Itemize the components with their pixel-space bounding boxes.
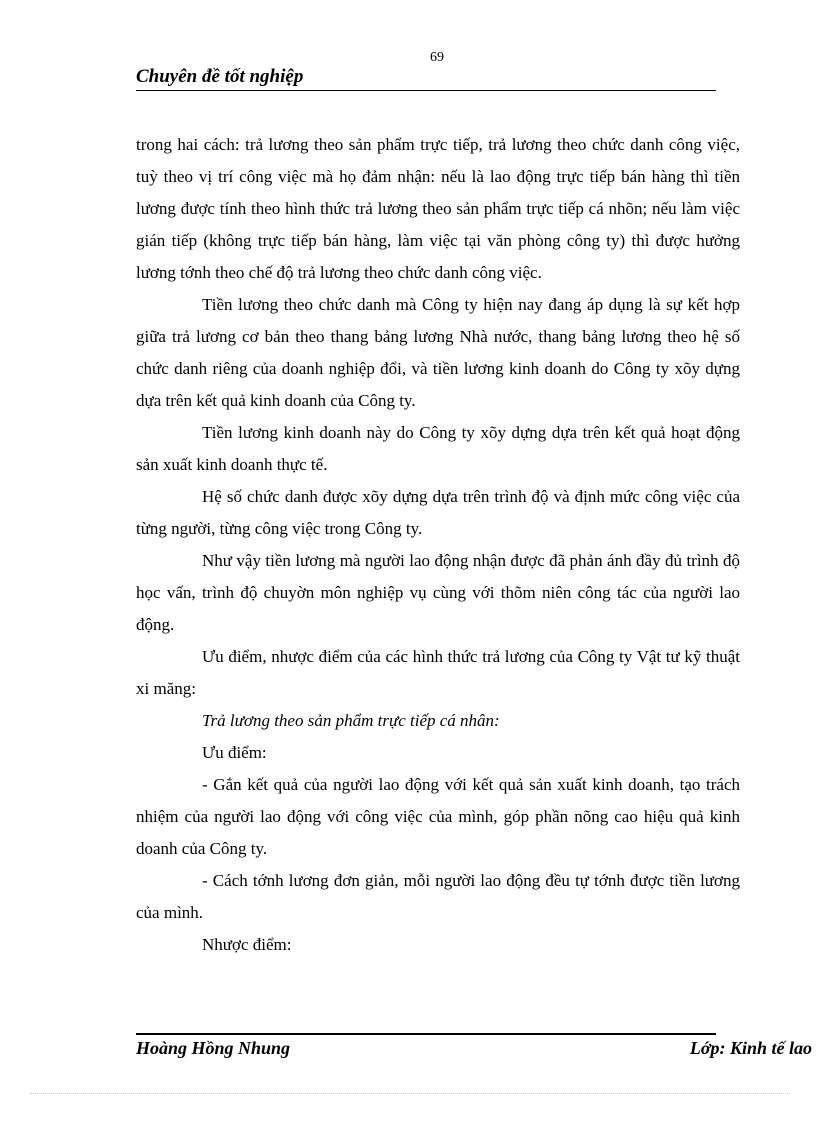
list-item: - Gắn kết quả của người lao động với kết quả sản xuất kinh doanh, tạo trách nhiệm của người lao động với công việc của mình, góp phần nõng cao hiệu quả kinh doanh của Công ty. [136,775,740,858]
footer-class: Lớp: Kinh tế lao [689,1038,812,1058]
body-text [136,129,740,961]
header-title: Chuyên đề tốt nghiệp [136,66,304,87]
footer-rule [136,1033,716,1035]
section-heading: Trả lương theo sản phẩm trực tiếp cá nhân: [202,711,500,730]
list-item: - Cách tớnh lương đơn giản, mỗi người lao động đều tự tớnh được tiền lương của mình. [136,871,740,922]
paragraph: trong hai cách: trả lương theo sản phẩm trực tiếp, trả lương theo chức danh công việc, tuỳ theo vị trí công việc mà họ đảm nhận: nếu là lao động trực tiếp bán hàng thì tiền lương được tính theo hình thức trả lương theo sản phẩm trực tiếp cá nhõn; nếu làm việc gián tiếp (không trực tiếp bán hàng, làm việc tại văn phòng công ty) thì được hưởng lương tớnh theo chế độ trả lương theo chức danh công việc. [136,135,740,282]
advantages-label: Ưu điểm: [202,743,267,762]
page-bottom-dotted-line [30,1093,790,1094]
paragraph: Tiền lương kinh doanh này do Công ty xõy dựng dựa trên kết quả hoạt động sản xuất kinh doanh thực tế. [136,423,740,474]
paragraph: Hệ số chức danh được xõy dựng dựa trên trình độ và định mức công việc của từng người, từng công việc trong Công ty. [136,487,740,538]
page-number: 69 [430,50,444,65]
footer-author: Hoàng Hồng Nhung [136,1038,291,1058]
header-rule [136,90,716,91]
paragraph: Tiền lương theo chức danh mà Công ty hiện nay đang áp dụng là sự kết hợp giữa trả lương cơ bản theo thang bảng lương Nhà nước, thang bảng lương theo hệ số chức danh riêng của doanh nghiệp đổi, và tiền lương kinh doanh do Công ty xõy dựng dựa trên kết quả kinh doanh của Công ty. [136,295,740,410]
disadvantages-label: Nhược điểm: [202,935,292,954]
paragraph: Như vậy tiền lương mà người lao động nhận được đã phản ánh đầy đủ trình độ học vấn, trình độ chuyờn môn nghiệp vụ cùng với thõm niên công tác của người lao động. [136,551,740,634]
paragraph: Ưu điểm, nhược điểm của các hình thức trả lương của Công ty Vật tư kỹ thuật xi măng: [136,647,740,698]
